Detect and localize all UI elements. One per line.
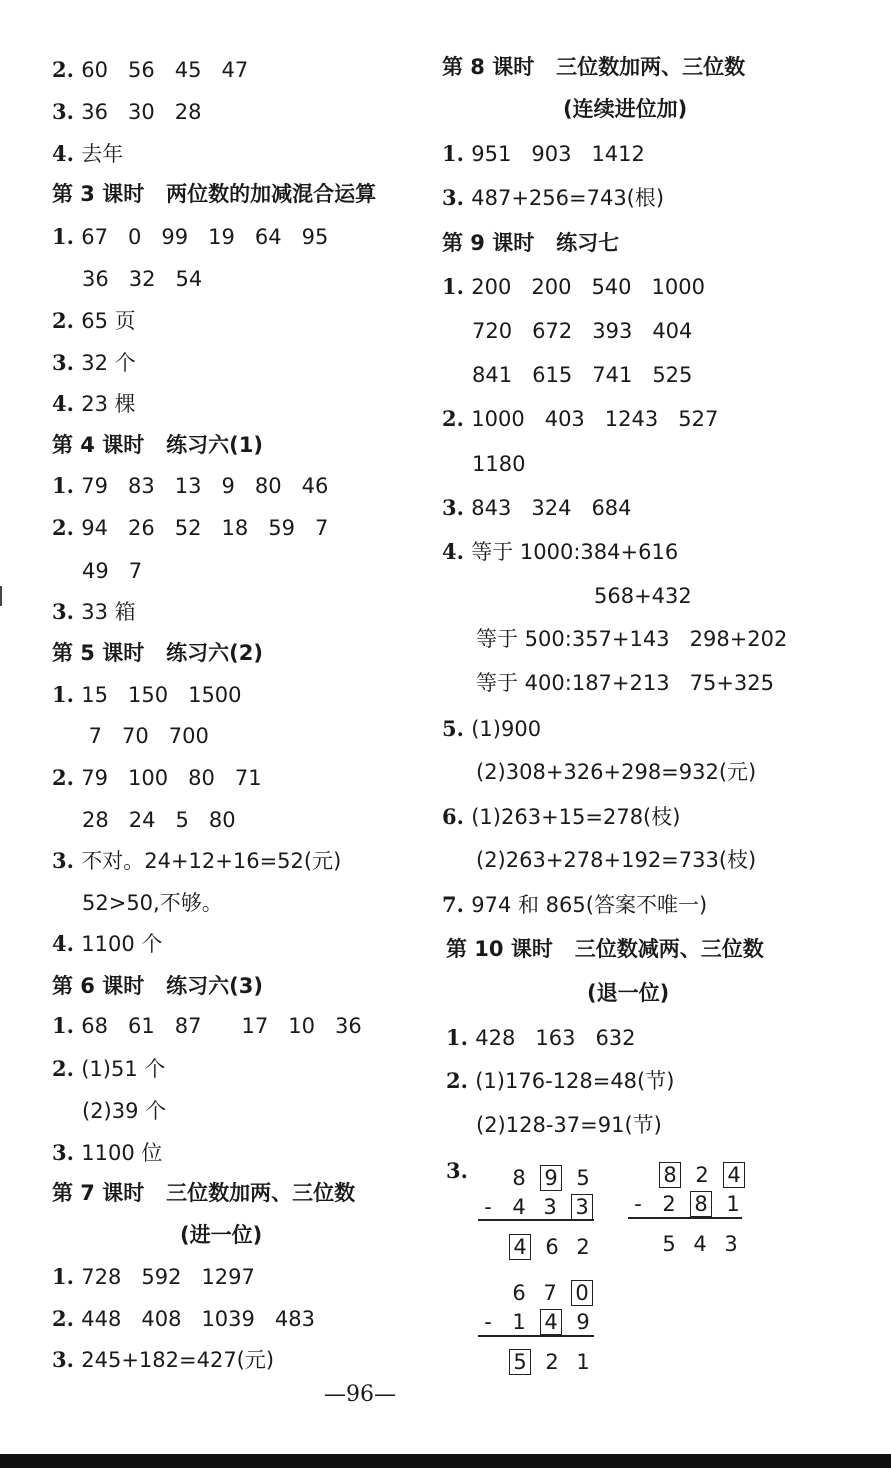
answer-text: 720 672 393 404 xyxy=(472,319,693,343)
answer-text: 等于 500:357+143 298+202 xyxy=(476,627,788,651)
digit xyxy=(478,1161,498,1185)
vertical-calc-row xyxy=(478,1230,604,1260)
question-number: 1. xyxy=(52,1264,82,1289)
section-title: 第 4 课时 练习六(1) xyxy=(52,433,263,457)
answer-line xyxy=(52,682,242,708)
answer-text: 94 26 52 18 59 7 xyxy=(81,516,329,540)
answer-line xyxy=(52,599,136,625)
answer-line xyxy=(442,141,645,167)
digit: 9 xyxy=(576,1310,590,1334)
question-number: 1. xyxy=(52,473,82,498)
answer-text: 15 150 1500 xyxy=(81,683,242,707)
digit: 5 xyxy=(662,1232,676,1256)
answer-text: 28 24 5 80 xyxy=(82,808,236,832)
vertical-calc-row xyxy=(478,1276,604,1306)
vertical-calc-row xyxy=(478,1194,604,1220)
digit: 1 xyxy=(512,1310,526,1334)
question-number: 1. xyxy=(52,224,82,249)
boxed-digit: 5 xyxy=(509,1349,531,1375)
calc-rule xyxy=(478,1335,594,1337)
answer-text: 1180 xyxy=(472,452,526,476)
question-number: 4. xyxy=(52,141,82,166)
digit xyxy=(628,1158,648,1182)
boxed-digit: 3 xyxy=(571,1194,593,1220)
digit: 5 xyxy=(576,1166,590,1190)
boxed-digit: 0 xyxy=(571,1280,593,1306)
digit xyxy=(478,1276,498,1300)
answer-text: 728 592 1297 xyxy=(81,1265,255,1289)
question-number: 5. xyxy=(442,716,472,741)
answer-text: 33 箱 xyxy=(81,600,136,624)
answer-line xyxy=(82,723,209,749)
boxed-digit: 8 xyxy=(659,1162,681,1188)
question-number: 1. xyxy=(442,141,472,166)
section-title: 第 3 课时 两位数的加减混合运算 xyxy=(52,182,377,206)
answer-line xyxy=(52,473,328,499)
question-number: 2. xyxy=(52,765,82,790)
answer-line xyxy=(472,318,692,344)
section-title: 第 8 课时 三位数加两、三位数 xyxy=(442,55,746,79)
question-number: 2. xyxy=(52,308,82,333)
vertical-calc-row xyxy=(628,1227,752,1256)
answer-text: 36 30 28 xyxy=(81,100,202,124)
answer-text: 974 和 865(答案不唯一) xyxy=(471,893,708,917)
answer-text: 1100 个 xyxy=(81,932,163,956)
answer-text: 448 408 1039 483 xyxy=(81,1307,316,1331)
digit: 6 xyxy=(512,1281,526,1305)
answer-text: 32 个 xyxy=(81,351,136,375)
answer-line xyxy=(52,848,341,874)
question-number: 1. xyxy=(52,682,82,707)
question-number: 3. xyxy=(52,1140,82,1165)
answer-line xyxy=(476,847,756,873)
digit: 2 xyxy=(576,1235,590,1259)
answer-line xyxy=(52,308,136,334)
answer-text: 60 56 45 47 xyxy=(81,58,249,82)
answer-line xyxy=(476,759,756,785)
question-number: 3. xyxy=(442,495,472,520)
answer-line xyxy=(442,406,718,432)
answer-line xyxy=(52,931,162,957)
answer-text: 951 903 1412 xyxy=(471,142,645,166)
answer-text: 79 100 80 71 xyxy=(81,766,262,790)
answer-text: 68 61 87 17 10 36 xyxy=(81,1014,362,1038)
answer-text: (2)128-37=91(节) xyxy=(476,1113,662,1137)
section-title: (连续进位加) xyxy=(563,97,688,121)
question-number: 3. xyxy=(52,599,82,624)
answer-line xyxy=(442,892,707,918)
digit: 1 xyxy=(576,1350,590,1374)
margin-mark xyxy=(0,586,8,606)
section-title: (退一位) xyxy=(587,981,670,1005)
digit: 7 xyxy=(543,1281,557,1305)
answer-text: 1000 403 1243 527 xyxy=(471,407,719,431)
digit: 2 xyxy=(662,1192,676,1216)
answer-text: 等于 400:187+213 75+325 xyxy=(476,671,775,695)
answer-line xyxy=(446,1068,674,1094)
answer-text: 200 200 540 1000 xyxy=(471,275,706,299)
section-title: 第 10 课时 三位数减两、三位数 xyxy=(446,937,764,961)
answer-line xyxy=(52,99,201,125)
section-title: 第 9 课时 练习七 xyxy=(442,231,620,255)
question-number: 7. xyxy=(442,892,472,917)
answer-line xyxy=(472,362,692,388)
answer-text: (1)176-128=48(节) xyxy=(475,1069,675,1093)
answer-line xyxy=(442,185,664,211)
answer-text: (2)39 个 xyxy=(82,1099,167,1123)
answer-text: 245+182=427(元) xyxy=(81,1348,275,1372)
answer-text: 65 页 xyxy=(81,309,136,333)
answer-text: 843 324 684 xyxy=(471,496,632,520)
question-number: 1. xyxy=(442,274,472,299)
answer-line xyxy=(446,1158,475,1184)
answer-line xyxy=(52,1347,274,1373)
digit xyxy=(628,1227,648,1251)
question-number: 1. xyxy=(446,1025,476,1050)
question-number: 3. xyxy=(52,99,82,124)
answer-line xyxy=(442,804,680,830)
answer-text: 67 0 99 19 64 95 xyxy=(81,225,329,249)
answer-line xyxy=(82,1098,166,1124)
answer-line xyxy=(442,539,678,565)
answer-line xyxy=(52,141,123,167)
section-title: 第 5 课时 练习六(2) xyxy=(52,641,263,665)
question-number: 2. xyxy=(52,57,82,82)
answer-text: 568+432 xyxy=(594,584,692,608)
boxed-digit: 4 xyxy=(509,1234,531,1260)
answer-text: 52>50,不够。 xyxy=(82,891,223,915)
answer-text: 841 615 741 525 xyxy=(472,363,693,387)
question-number: 6. xyxy=(442,804,472,829)
answer-line xyxy=(594,583,692,609)
vertical-calc-row xyxy=(628,1158,756,1188)
answer-line xyxy=(82,890,223,916)
answer-text: 23 棵 xyxy=(81,392,136,416)
question-number: 3. xyxy=(52,350,82,375)
answer-text: 7 70 700 xyxy=(82,724,209,748)
answer-text: 等于 1000:384+616 xyxy=(471,540,679,564)
question-number: 2. xyxy=(52,1056,82,1081)
digit: 6 xyxy=(545,1235,559,1259)
section-title: (进一位) xyxy=(180,1223,263,1247)
answer-line xyxy=(472,451,525,477)
answer-text: (1)900 xyxy=(471,717,542,741)
answer-text: 36 32 54 xyxy=(82,267,203,291)
answer-text: 不对。24+12+16=52(元) xyxy=(81,849,342,873)
section-title: 第 7 课时 三位数加两、三位数 xyxy=(52,1181,356,1205)
answer-line xyxy=(52,515,328,541)
page-number: —96— xyxy=(324,1382,396,1407)
bottom-bar xyxy=(0,1454,891,1468)
answer-line xyxy=(52,391,136,417)
digit: 3 xyxy=(543,1195,557,1219)
answer-text: 1100 位 xyxy=(81,1141,163,1165)
answer-line xyxy=(52,1264,255,1290)
answer-text: (1)263+15=278(枝) xyxy=(471,805,681,829)
question-number: 2. xyxy=(52,1306,82,1331)
answer-line xyxy=(476,1112,662,1138)
answer-text: (2)308+326+298=932(元) xyxy=(476,760,757,784)
answer-text: (1)51 个 xyxy=(81,1057,166,1081)
answer-line xyxy=(446,1025,636,1051)
section-title: 第 6 课时 练习六(3) xyxy=(52,974,263,998)
answer-line xyxy=(52,1013,362,1039)
answer-line xyxy=(442,274,705,300)
digit xyxy=(478,1345,498,1369)
answer-line xyxy=(52,57,248,83)
answer-line xyxy=(476,670,774,696)
calc-rule xyxy=(628,1217,742,1219)
digit xyxy=(478,1230,498,1254)
answer-line xyxy=(82,266,202,292)
answer-line xyxy=(52,1056,165,1082)
minus-sign: - xyxy=(634,1192,642,1216)
question-number: 2. xyxy=(446,1068,476,1093)
question-number: 3. xyxy=(446,1158,476,1183)
boxed-digit: 9 xyxy=(540,1165,562,1191)
answer-line xyxy=(52,1306,315,1332)
question-number: 2. xyxy=(442,406,472,431)
answer-text: 49 7 xyxy=(82,559,143,583)
answer-text: 79 83 13 9 80 46 xyxy=(81,474,329,498)
boxed-digit: 8 xyxy=(690,1191,712,1217)
answer-line xyxy=(476,626,787,652)
answer-line xyxy=(82,558,142,584)
vertical-calc-row xyxy=(478,1161,604,1191)
question-number: 3. xyxy=(442,185,472,210)
answer-line xyxy=(52,224,328,250)
digit: 3 xyxy=(724,1232,738,1256)
answer-text: (2)263+278+192=733(枝) xyxy=(476,848,757,872)
vertical-calc-row xyxy=(478,1345,604,1375)
vertical-calc-row xyxy=(628,1191,754,1217)
digit: 4 xyxy=(512,1195,526,1219)
digit: 8 xyxy=(512,1166,526,1190)
vertical-calc-row xyxy=(478,1309,604,1335)
digit: 4 xyxy=(693,1232,707,1256)
answer-line xyxy=(82,807,236,833)
answer-text: 487+256=743(根) xyxy=(471,186,665,210)
answer-text: 去年 xyxy=(81,142,124,166)
digit: 2 xyxy=(695,1163,709,1187)
digit: 2 xyxy=(545,1350,559,1374)
answer-line xyxy=(442,716,541,742)
question-number: 2. xyxy=(52,515,82,540)
minus-sign: - xyxy=(484,1195,492,1219)
answer-line xyxy=(52,1140,162,1166)
boxed-digit: 4 xyxy=(723,1162,745,1188)
digit: 1 xyxy=(726,1192,740,1216)
answer-line xyxy=(52,350,136,376)
question-number: 3. xyxy=(52,1347,82,1372)
question-number: 4. xyxy=(442,539,472,564)
question-number: 3. xyxy=(52,848,82,873)
question-number: 4. xyxy=(52,931,82,956)
answer-text: 428 163 632 xyxy=(475,1026,636,1050)
answer-line xyxy=(52,765,262,791)
question-number: 4. xyxy=(52,391,82,416)
calc-rule xyxy=(478,1219,594,1221)
question-number: 1. xyxy=(52,1013,82,1038)
minus-sign: - xyxy=(484,1310,492,1334)
answer-line xyxy=(442,495,632,521)
boxed-digit: 4 xyxy=(540,1309,562,1335)
